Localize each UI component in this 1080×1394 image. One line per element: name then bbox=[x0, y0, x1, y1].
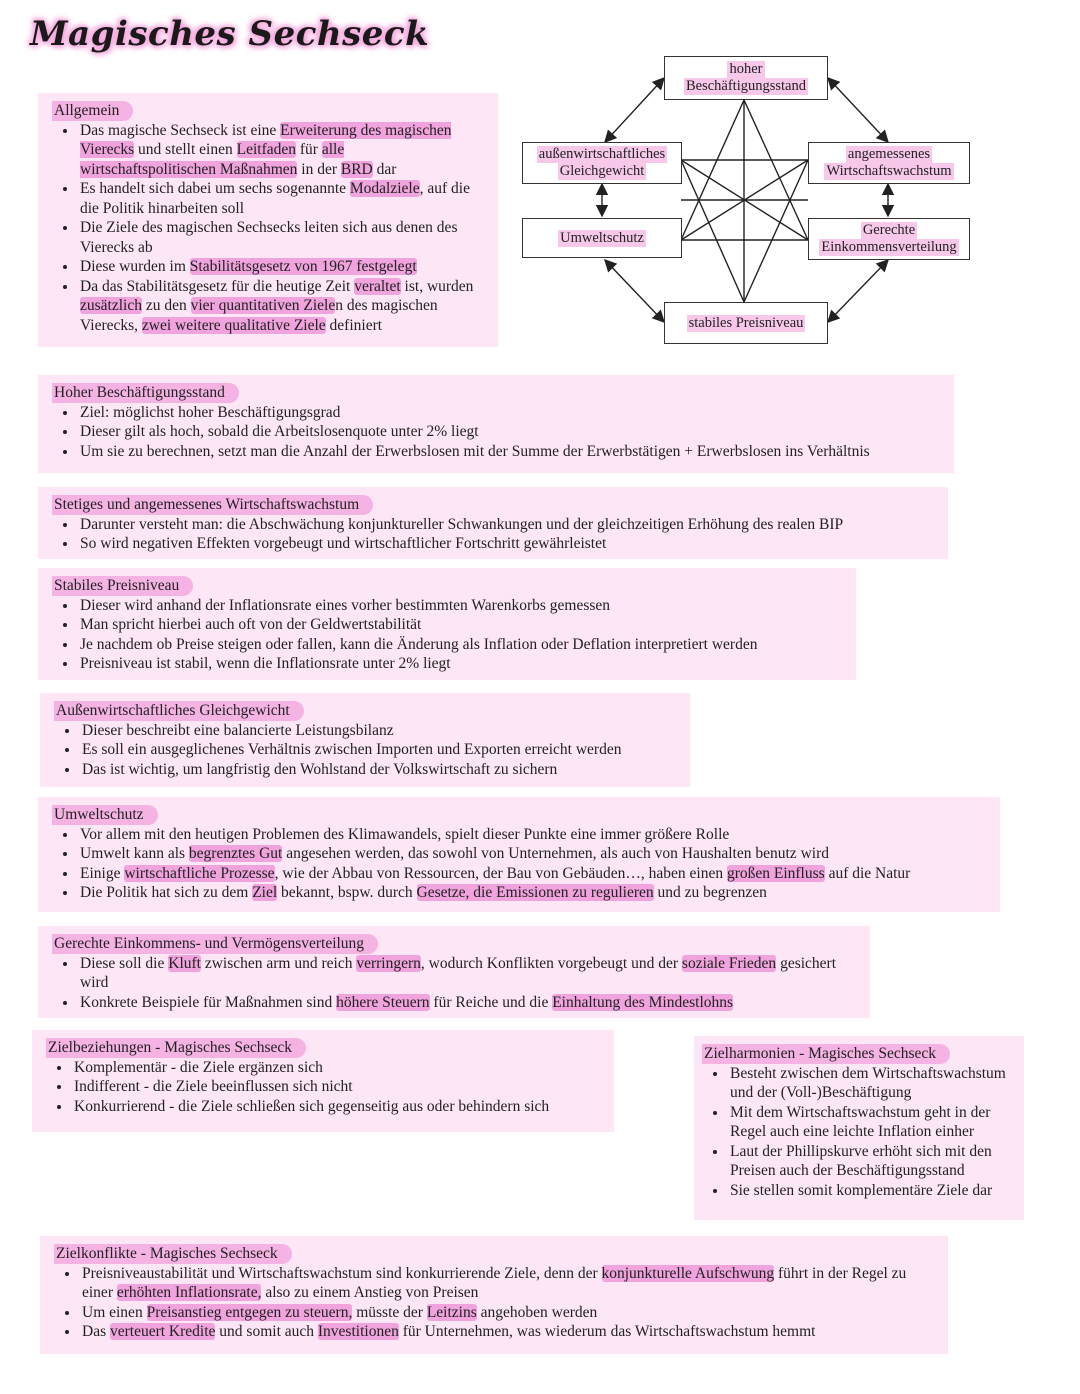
text-segment: dar bbox=[372, 160, 397, 178]
node-line: Beschäftigungsstand bbox=[685, 78, 806, 94]
text-segment: Mit dem Wirtschaftswachstum geht in der Regel auch eine leichte Inflation einher bbox=[730, 1103, 991, 1140]
list-item bbox=[78, 825, 986, 845]
section-title: Stabiles Preisniveau bbox=[52, 576, 193, 596]
text-segment: Die Politik hat sich zu dem bbox=[80, 884, 253, 901]
diagram-node-beschaeftigung bbox=[664, 56, 828, 100]
section-umweltschutz bbox=[38, 797, 1000, 912]
diagram-node-wachstum bbox=[808, 142, 970, 184]
text-segment: Dieser wird anhand der Inflationsrate eines vorher bestimmten Warenkorbs gemessen bbox=[80, 596, 611, 614]
section-title: Zielharmonien - Magisches Sechseck bbox=[702, 1044, 950, 1064]
list-item bbox=[78, 615, 842, 635]
text-segment: müsste der bbox=[352, 1303, 427, 1321]
bullet-list bbox=[52, 596, 842, 674]
highlighted-text: Erweiterung des magischen Vierecks bbox=[80, 121, 452, 158]
list-item bbox=[728, 1142, 1016, 1181]
text-segment: Komplementär - die Ziele ergänzen sich bbox=[74, 1058, 323, 1076]
list-item bbox=[78, 993, 856, 1013]
text-segment: für Unternehmen, was wiederum das Wirtschaftswachstum hemmt bbox=[398, 1323, 816, 1340]
list-item bbox=[78, 635, 842, 655]
highlighted-text: wirtschaftliche Prozesse bbox=[124, 864, 275, 882]
text-segment: und zu begrenzen bbox=[653, 884, 767, 901]
highlighted-text: Leitzins bbox=[426, 1303, 477, 1321]
section-aussenwirtschaft bbox=[40, 693, 690, 787]
section-wachstum bbox=[38, 487, 948, 559]
list-item bbox=[78, 596, 842, 616]
section-title: Zielbeziehungen - Magisches Sechseck bbox=[46, 1038, 306, 1058]
text-segment: in der bbox=[297, 160, 341, 178]
highlighted-text: Preisanstieg entgegen zu steuern, bbox=[146, 1303, 353, 1321]
text-segment: , wie der Abbau von Ressourcen, der Bau von Gebäuden…, haben einen bbox=[274, 864, 727, 882]
text-segment: führt in der Regel zu einer bbox=[82, 1264, 907, 1301]
text-segment: Laut der Phillipskurve erhöht sich mit den Preisen auch der Beschäftigungsstand bbox=[730, 1142, 992, 1179]
text-segment: Es soll ein ausgeglichenes Verhältnis zwischen Importen und Exporten erreicht werden bbox=[82, 741, 622, 758]
list-item bbox=[72, 1097, 600, 1117]
node-line: Umweltschutz bbox=[560, 229, 644, 246]
node-line: Gleichgewicht bbox=[559, 163, 645, 179]
highlighted-text: Ziel bbox=[252, 884, 278, 901]
highlighted-text: Modalziele bbox=[349, 180, 420, 197]
diagram-node-einkommen bbox=[808, 218, 970, 260]
diagram-node-aussenwirtschaft bbox=[522, 142, 682, 184]
list-item bbox=[78, 277, 484, 336]
text-segment: Vor allem mit den heutigen Problemen des Klimawandels, spielt dieser Punkte eine immer größere Rolle bbox=[80, 825, 730, 843]
text-segment: Konkurrierend - die Ziele schließen sich gegenseitig aus oder behindern sich bbox=[74, 1097, 550, 1115]
node-line: angemessenes bbox=[847, 146, 931, 162]
text-segment: Einige bbox=[80, 864, 125, 882]
node-line: Einkommensverteilung bbox=[821, 239, 957, 255]
bullet-list bbox=[52, 515, 934, 554]
text-segment: , auf die die Politik hinarbeiten soll bbox=[80, 180, 470, 217]
list-item bbox=[80, 740, 676, 760]
node-line: hoher bbox=[729, 61, 763, 77]
node-line: stabiles Preisniveau bbox=[688, 314, 804, 331]
list-item bbox=[80, 1264, 934, 1303]
text-segment: also zu einem Anstieg von Preisen bbox=[261, 1284, 479, 1301]
list-item bbox=[80, 760, 676, 780]
star-line bbox=[744, 100, 808, 240]
list-item bbox=[78, 954, 856, 993]
text-segment: , wodurch Konflikten vorgebeugt und der bbox=[420, 954, 682, 972]
list-item bbox=[78, 179, 484, 218]
list-item bbox=[78, 654, 842, 674]
highlighted-text: soziale Frieden bbox=[681, 954, 777, 972]
section-title: Außenwirtschaftliches Gleichgewicht bbox=[54, 701, 304, 721]
text-segment: n des magischen Vierecks, bbox=[80, 297, 438, 334]
text-segment: So wird negativen Effekten vorgebeugt und wirtschaftlicher Fortschritt gewährleistet bbox=[80, 535, 607, 552]
text-segment: Das magische Sechseck ist eine bbox=[80, 121, 281, 139]
section-zielbeziehungen bbox=[32, 1030, 614, 1132]
text-segment: gesichert wird bbox=[80, 954, 837, 991]
list-item bbox=[78, 422, 940, 442]
list-item bbox=[78, 534, 934, 554]
text-segment: für Reiche und die bbox=[429, 993, 553, 1011]
text-segment: Umwelt kann als bbox=[80, 845, 189, 862]
text-segment: Das bbox=[82, 1323, 110, 1340]
list-item bbox=[78, 257, 484, 277]
node-line: Gerechte bbox=[862, 222, 916, 238]
list-item bbox=[72, 1058, 600, 1078]
section-einkommen bbox=[38, 926, 870, 1018]
list-item bbox=[78, 218, 484, 257]
highlighted-text: veraltet bbox=[354, 277, 401, 295]
text-segment: Dieser gilt als hoch, sobald die Arbeitslosenquote unter 2% liegt bbox=[80, 423, 479, 440]
list-item bbox=[72, 1077, 600, 1097]
bullet-list bbox=[46, 1058, 600, 1117]
bullet-list bbox=[54, 1264, 934, 1342]
list-item bbox=[728, 1181, 1016, 1201]
text-segment: auf die Natur bbox=[824, 864, 911, 882]
text-segment: angehoben werden bbox=[476, 1303, 598, 1321]
highlighted-text: zusätzlich bbox=[80, 297, 142, 314]
section-zielharmonien bbox=[694, 1036, 1024, 1220]
highlighted-text: erhöhten Inflationsrate, bbox=[116, 1284, 262, 1301]
text-segment: Dieser beschreibt eine balancierte Leistungsbilanz bbox=[82, 721, 394, 739]
text-segment: ist, wurden bbox=[400, 277, 474, 295]
text-segment: zu den bbox=[141, 297, 191, 314]
highlighted-text: vier quantitativen Ziele bbox=[190, 297, 336, 314]
highlighted-text: zwei weitere qualitative Ziele bbox=[141, 316, 326, 334]
list-item bbox=[80, 1303, 934, 1323]
text-segment: Diese wurden im bbox=[80, 258, 190, 275]
text-segment: Indifferent - die Ziele beeinflussen sich nicht bbox=[74, 1078, 353, 1095]
section-title: Stetiges und angemessenes Wirtschaftswachstum bbox=[52, 495, 373, 515]
section-title: Gerechte Einkommens- und Vermögensverteilung bbox=[52, 934, 378, 954]
section-title: Umweltschutz bbox=[52, 805, 158, 825]
list-item bbox=[80, 721, 676, 741]
highlighted-text: großen Einfluss bbox=[726, 864, 825, 882]
text-segment: angesehen werden, das sowohl von Unternehmen, als auch von Haushalten benutz wird bbox=[282, 845, 829, 862]
highlighted-text: konjunkturelle Aufschwung bbox=[601, 1264, 775, 1282]
bullet-list bbox=[54, 721, 676, 780]
bullet-list bbox=[52, 954, 856, 1013]
bullet-list bbox=[52, 825, 986, 903]
section-allgemein bbox=[38, 93, 498, 347]
list-item bbox=[728, 1103, 1016, 1142]
text-segment: definiert bbox=[325, 316, 383, 334]
text-segment: Da das Stabilitätsgesetz für die heutige Zeit bbox=[80, 277, 355, 295]
highlighted-text: Investitionen bbox=[317, 1323, 399, 1340]
text-segment: Man spricht hierbei auch oft von der Geldwertstabilität bbox=[80, 616, 422, 633]
text-segment: Preisniveau ist stabil, wenn die Inflationsrate unter 2% liegt bbox=[80, 655, 451, 672]
section-zielkonflikte bbox=[40, 1236, 948, 1354]
highlighted-text: begrenztes Gut bbox=[188, 845, 283, 862]
highlighted-text: verringern bbox=[356, 954, 421, 972]
text-segment: Diese soll die bbox=[80, 954, 169, 972]
text-segment: und stellt einen bbox=[134, 141, 237, 158]
list-item bbox=[78, 403, 940, 423]
text-segment: Die Ziele des magischen Sechsecks leiten sich aus denen des Vierecks ab bbox=[80, 219, 458, 256]
highlighted-text: BRD bbox=[340, 160, 373, 178]
section-title: Hoher Beschäftigungsstand bbox=[52, 383, 239, 403]
bullet-list bbox=[702, 1064, 1016, 1201]
section-title: Zielkonflikte - Magisches Sechseck bbox=[54, 1244, 292, 1264]
text-segment: Sie stellen somit komplementäre Ziele dar bbox=[730, 1181, 993, 1199]
highlighted-text: Kluft bbox=[168, 954, 201, 972]
text-segment: Besteht zwischen dem Wirtschaftswachstum und der (Voll-)Beschäftigung bbox=[730, 1064, 1006, 1101]
text-segment: und somit auch bbox=[215, 1323, 318, 1340]
section-title: Allgemein bbox=[52, 101, 133, 121]
highlighted-text: Leitfaden bbox=[236, 141, 296, 158]
text-segment: Das ist wichtig, um langfristig den Wohlstand der Volkswirtschaft zu sichern bbox=[82, 760, 558, 778]
list-item bbox=[78, 844, 986, 864]
highlighted-text: Gesetze, die Emissionen zu regulieren bbox=[416, 884, 654, 901]
diagram-node-preisniveau bbox=[664, 302, 828, 344]
text-segment: Ziel: möglichst hoher Beschäftigungsgrad bbox=[80, 403, 341, 421]
text-segment: Um sie zu berechnen, setzt man die Anzahl der Erwerbslosen mit der Summe der Erwerbstätigen + Erwerbslosen ins Verhältnis bbox=[80, 442, 870, 460]
list-item bbox=[78, 883, 986, 903]
text-segment: Es handelt sich dabei um sechs sogenannte bbox=[80, 180, 350, 197]
text-segment: Je nachdem ob Preise steigen oder fallen, kann die Änderung als Inflation oder Deflation interpretiert werden bbox=[80, 635, 758, 653]
highlighted-text: alle wirtschaftspolitischen Maßnahmen bbox=[80, 141, 345, 178]
node-line: Wirtschaftswachstum bbox=[826, 163, 952, 179]
text-segment: Konkrete Beispiele für Maßnahmen sind bbox=[80, 993, 337, 1011]
text-segment: bekannt, bspw. durch bbox=[277, 884, 417, 901]
list-item bbox=[728, 1064, 1016, 1103]
star-line bbox=[681, 100, 744, 240]
highlighted-text: Einhaltung des Mindestlohns bbox=[552, 993, 734, 1011]
list-item bbox=[78, 864, 986, 884]
list-item bbox=[78, 442, 940, 462]
node-line: außenwirtschaftliches bbox=[538, 146, 666, 162]
section-preisniveau bbox=[38, 568, 856, 680]
list-item bbox=[80, 1322, 934, 1342]
section-beschaeftigung bbox=[38, 375, 954, 473]
highlighted-text: verteuert Kredite bbox=[109, 1323, 216, 1340]
highlighted-text: höhere Steuern bbox=[336, 993, 430, 1011]
list-item bbox=[78, 121, 484, 180]
text-segment: Preisniveaustabilität und Wirtschaftswachstum sind konkurrierende Ziele, denn der bbox=[82, 1264, 602, 1282]
text-segment: Darunter versteht man: die Abschwächung konjunktureller Schwankungen und der gleichzeitigen Erhöhung des realen BIP bbox=[80, 515, 844, 533]
page-title: Magisches Sechseck bbox=[30, 14, 430, 54]
text-segment: für bbox=[296, 141, 322, 158]
bullet-list bbox=[52, 403, 940, 462]
highlighted-text: Stabilitätsgesetz von 1967 festgelegt bbox=[189, 258, 417, 275]
text-segment: zwischen arm und reich bbox=[200, 954, 357, 972]
diagram-node-umweltschutz bbox=[522, 218, 682, 258]
list-item bbox=[78, 515, 934, 535]
text-segment: Um einen bbox=[82, 1303, 147, 1321]
bullet-list bbox=[52, 121, 484, 336]
